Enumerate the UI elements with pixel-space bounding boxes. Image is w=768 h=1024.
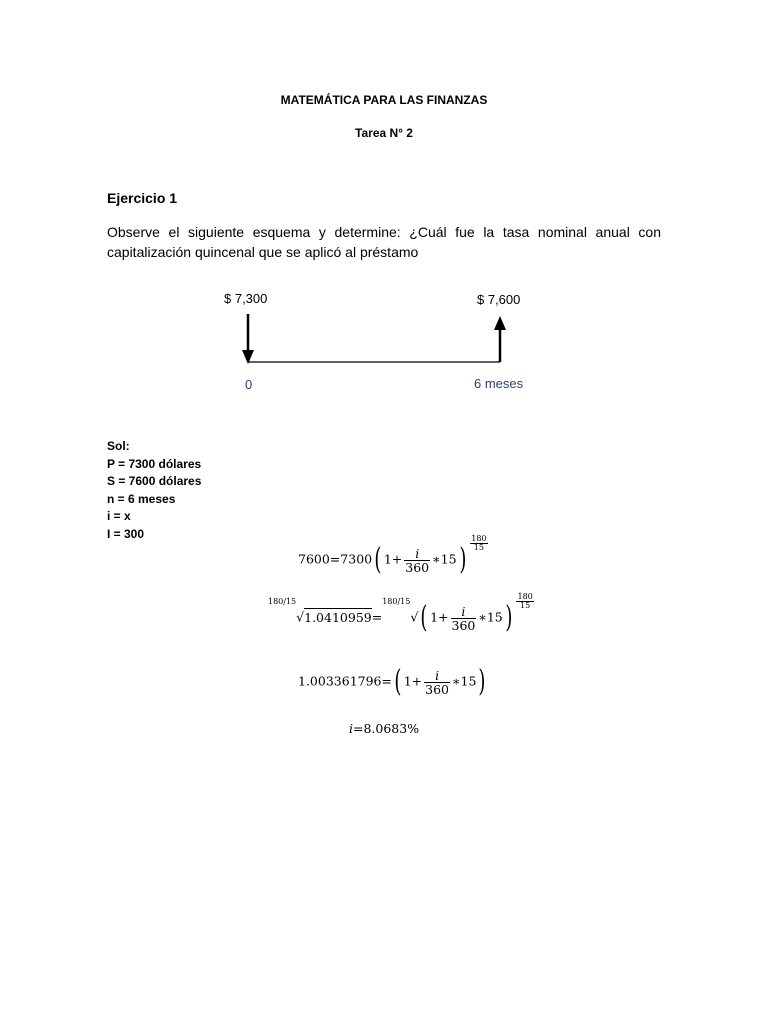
exercise-prompt: Observe el siguiente esquema y determine: ¿Cuál fue la tasa nominal anual con capitalización quincenal que se aplicó al préstamo [107,224,661,260]
exercise-heading: Ejercicio 1 [107,190,178,206]
left-paren: ( [374,542,382,577]
eq4-variable: i [349,721,353,736]
eq2-times: ∗15 [478,609,503,625]
eq2-exp-denominator: 15 [520,601,531,610]
solution-line: I = 300 [107,526,145,541]
eq2-numerator: i [451,605,477,619]
left-paren: ( [420,600,428,635]
eq3-times: ∗15 [452,673,477,689]
right-paren: ) [458,542,466,577]
radical-sign: √ [296,609,305,625]
left-time-label: 0 [245,377,253,392]
eq2-one-plus: 1+ [430,609,449,625]
eq2-root-index-2: 180/15 [382,597,411,606]
right-paren: ) [478,664,486,699]
radical-sign: √ [410,609,419,625]
solution-line: S = 7600 dólares [107,474,202,488]
up-arrow-head [494,316,506,330]
eq2-exponent [516,593,533,610]
eq3-fraction [424,669,450,696]
eq2-fraction [451,605,477,632]
eq1-exp-numerator: 180 [471,534,487,543]
eq1-exp-denominator: 15 [473,543,484,552]
equation-4 [349,721,419,736]
cash-flow-arrows [230,306,520,372]
solution-line: n = 6 meses [107,491,176,506]
left-paren: ( [394,664,402,699]
eq1-fraction [404,547,430,574]
left-amount-label: $ 7,300 [224,291,268,306]
eq1-times: ∗15 [432,551,457,567]
eq4-result: =8.0683% [353,721,420,736]
eq2-denominator: 360 [451,617,476,633]
eq2-exp-numerator: 180 [517,592,533,601]
equation-1 [298,534,490,577]
eq1-lhs: 7600=7300 [298,551,373,567]
solution-block [107,438,201,543]
right-time-label: 6 meses [474,376,524,391]
eq1-numerator: i [404,547,430,561]
eq3-lhs: 1.003361796= [298,673,392,689]
eq1-exponent [470,535,487,552]
solution-label: Sol: [107,439,130,453]
eq2-radicand: 1.0410959 [304,609,372,625]
document-title: MATEMÁTICA PARA LAS FINANZAS [280,93,488,107]
solution-line: P = 7300 dólares [107,456,202,471]
right-amount-label: $ 7,600 [477,292,521,307]
document-subtitle: Tarea N° 2 [355,126,413,140]
solution-line: i = x [107,509,131,523]
eq3-numerator: i [424,669,450,683]
equation-2 [268,592,536,635]
eq1-denominator: 360 [405,559,430,575]
eq2-equals: = [371,609,383,625]
eq3-denominator: 360 [425,681,449,697]
eq2-root-index: 180/15 [268,597,297,606]
eq3-one-plus: 1+ [403,673,423,689]
equation-3 [298,664,488,699]
right-paren: ) [505,600,513,635]
eq1-one-plus: 1+ [383,551,403,567]
